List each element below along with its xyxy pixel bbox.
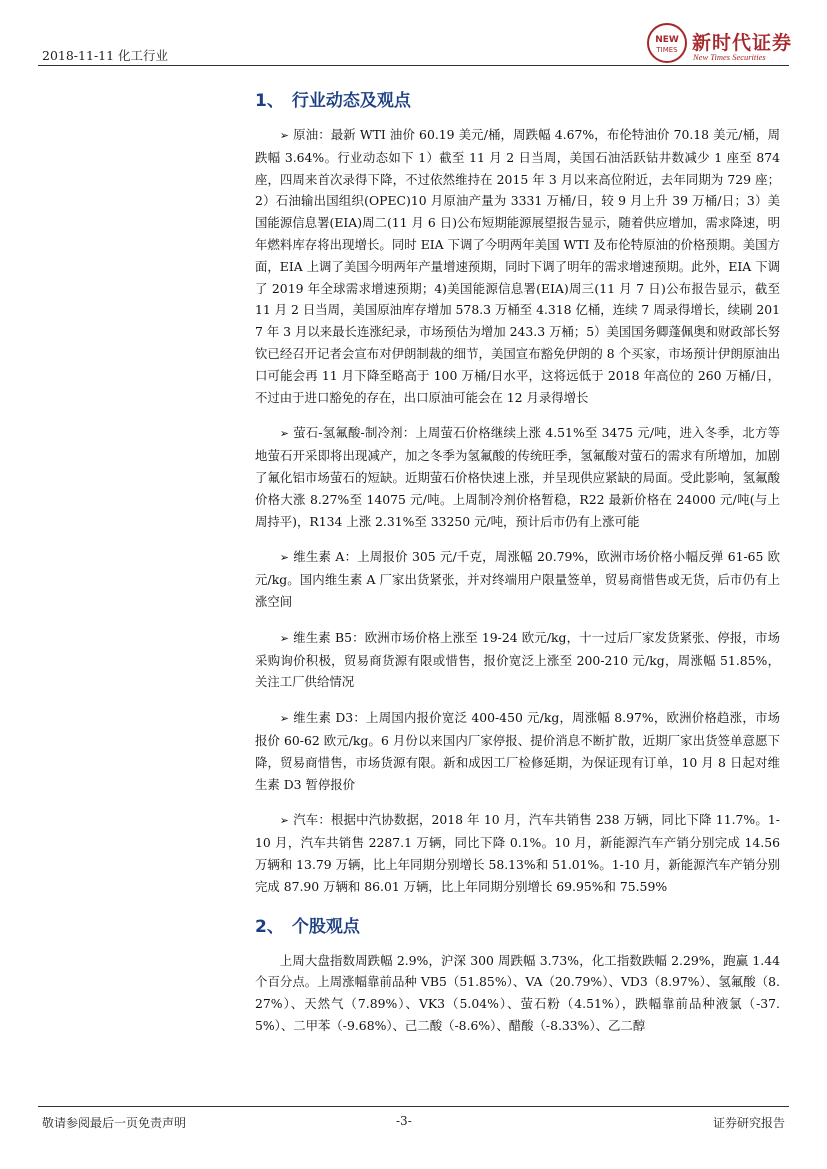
paragraph-automobile: [255, 809, 780, 897]
paragraph-text: 萤石-氢氟酸-制冷剂：上周萤石价格继续上涨 4.51%至 3475 元/吨，进入冬季，北方等地萤石开采即将出现减产，加之冬季为氢氟酸的传统旺季，氢氟酸对萤石的需求有所增加，加剧了氟化铝市场萤石的短缺。近期萤石价格快速上涨，并呈现供应紧缺的局面。受此影响，氢氟酸价格大涨 8.27%至 14075 元/吨。上周制冷剂价格暂稳，R22 最新价格在 24000 元/吨(与上周持平)，R134 上涨 2.31%至 33250 元/吨，预计后市仍有上涨可能: [255, 425, 780, 529]
footer-report-type: 证券研究报告: [712, 1116, 785, 1130]
paragraph-text: 上周大盘指数周跌幅 2.9%，沪深 300 周跌幅 3.73%，化工指数跌幅 2.29%，跑赢 1.44 个百分点。上周涨幅靠前品种 VB5（51.85%）、VA（20.79%）、VD3（8.97%）、氢氟酸（8.27%）、天然气（7.89%）、VK3（5.04%）、萤石粉（4.51%），跌幅靠前品种液氯（-37.5%）、二甲苯（-9.68%）、己二酸（-8.6%）、醋酸（-8.33%）、乙二醇: [255, 952, 780, 1033]
paragraph-text: 汽车：根据中汽协数据，2018 年 10 月，汽车共销售 238 万辆，同比下降 11.7%。1-10 月，汽车共销售 2287.1 万辆，同比下降 0.1%。10 月，新能源汽车产销分别完成 14.56 万辆和 13.79 万辆，比上年同期分别增长 58.13%和 51.01%。1-10 月，新能源汽车产销分别完成 87.90 万辆和 86.01 万辆，比上年同期分别增长 69.95%和 75.59%: [255, 812, 780, 894]
paragraph-fluorite: [255, 422, 780, 532]
svg-text:NEW: NEW: [655, 35, 679, 45]
section-title: 个股观点: [291, 916, 360, 937]
paragraph-vitamin-d3: [255, 707, 780, 795]
header-rule: [38, 65, 789, 66]
header-date-industry: 2018-11-11 化工行业: [42, 48, 169, 63]
logo-mark-icon: [646, 22, 688, 68]
footer-rule: [38, 1106, 789, 1107]
arrow-bullet-icon: ➢: [279, 814, 290, 828]
paragraph-text: 维生素 B5：欧洲市场价格上涨至 19-24 欧元/kg，十一过后厂家发货紧张、停报，市场采购询价积极，贸易商货源有限或惜售，报价宽泛上涨至 200-210 元/kg，周涨幅 51.85%，关注工厂供给情况: [255, 629, 780, 690]
paragraph-crude-oil: [255, 124, 780, 408]
paragraph-text: 维生素 A：上周报价 305 元/千克，周涨幅 20.79%，欧洲市场价格小幅反弹 61-65 欧元/kg。国内维生素 A 厂家出货紧张，并对终端用户限量签单，贸易商惜售或无货，后市仍有上涨空间: [255, 549, 780, 609]
paragraph-vitamin-b5: [255, 627, 780, 693]
paragraph-text: 维生素 D3：上周国内报价宽泛 400-450 元/kg，周涨幅 8.97%，欧洲价格趋涨，市场报价 60-62 欧元/kg。6 月份以来国内厂家停报、提价消息不断扩散，近期厂家出货签单意愿下降，贸易商惜售，市场货源有限。新和成因工厂检修延期，为保证现有订单，10 月 8 日起对维生素 D3 暂停报价: [255, 710, 780, 792]
arrow-bullet-icon: ➢: [279, 427, 290, 441]
arrow-bullet-icon: ➢: [279, 712, 290, 726]
logo-english-name: New Times Securities: [693, 52, 766, 62]
svg-text:TIMES: TIMES: [656, 46, 678, 54]
arrow-bullet-icon: ➢: [279, 129, 290, 142]
paragraph-vitamin-a: [255, 546, 780, 612]
footer-disclaimer: 敬请参阅最后一页免责声明: [42, 1116, 187, 1130]
section-number: 1、: [255, 91, 284, 111]
section-heading: [255, 914, 780, 940]
company-logo: [646, 22, 796, 70]
page-number: -3-: [396, 1114, 412, 1128]
main-content: [255, 88, 780, 1051]
paragraph-text: 原油：最新 WTI 油价 60.19 美元/桶，周跌幅 4.67%，布伦特油价 70.18 美元/桶，周跌幅 3.64%。行业动态如下 1）截至 11 月 2 日当周，美国石油活跃钻井数减少 1 座至 874 座，四周来首次录得下降，不过依然维持在 2015 年 3 月以来高位附近，去年同期为 729 座；2）石油输出国组织(OPEC)10 月原油产量为 3331 万桶/日，较 9 月上升 39 万桶/日；3）美国能源信息署(EIA)周二(11 月 6 日)公布短期能源展望报告显示，随着供应增加，需求降速，明年燃料库存将出现增长。同时 EIA 下调了今明两年美国 WTI 及布伦特原油的价格预期。美国方面，EIA 上调了美国今明两年产量增速预期，同时下调了明年的需求增速预期。此外，EIA 下调了 2019 年全球需求增速预期；4)美国能源信息署(EIA)周三(11 月 7 日)公布报告显示，截至 11 月 2 日当周，美国原油库存增加 578.3 万桶至 4.318 亿桶，连续 7 周录得增长，续刷 2017 年 3 月以来最长连涨纪录，市场预估为增加 243.3 万桶；5）美国国务卿蓬佩奥和财政部长努钦已经召开记者会宣布对伊朗制裁的细节，美国宣布豁免伊朗的 8 个买家，市场预计伊朗原油出口可能会再 11 月下降至略高于 100 万桶/日水平，这将远低于 2018 年高位的 260 万桶/日，不过由于进口豁免的存在，出口原油可能会在 12 月录得增长: [255, 127, 780, 405]
arrow-bullet-icon: ➢: [279, 631, 290, 645]
section-heading: [255, 88, 780, 114]
section-title: 行业动态及观点: [291, 91, 411, 111]
section-number: 2、: [255, 916, 284, 937]
paragraph-stock-view: [255, 950, 780, 1037]
arrow-bullet-icon: ➢: [279, 551, 290, 565]
logo-chinese-name: 新时代证券: [692, 32, 793, 54]
